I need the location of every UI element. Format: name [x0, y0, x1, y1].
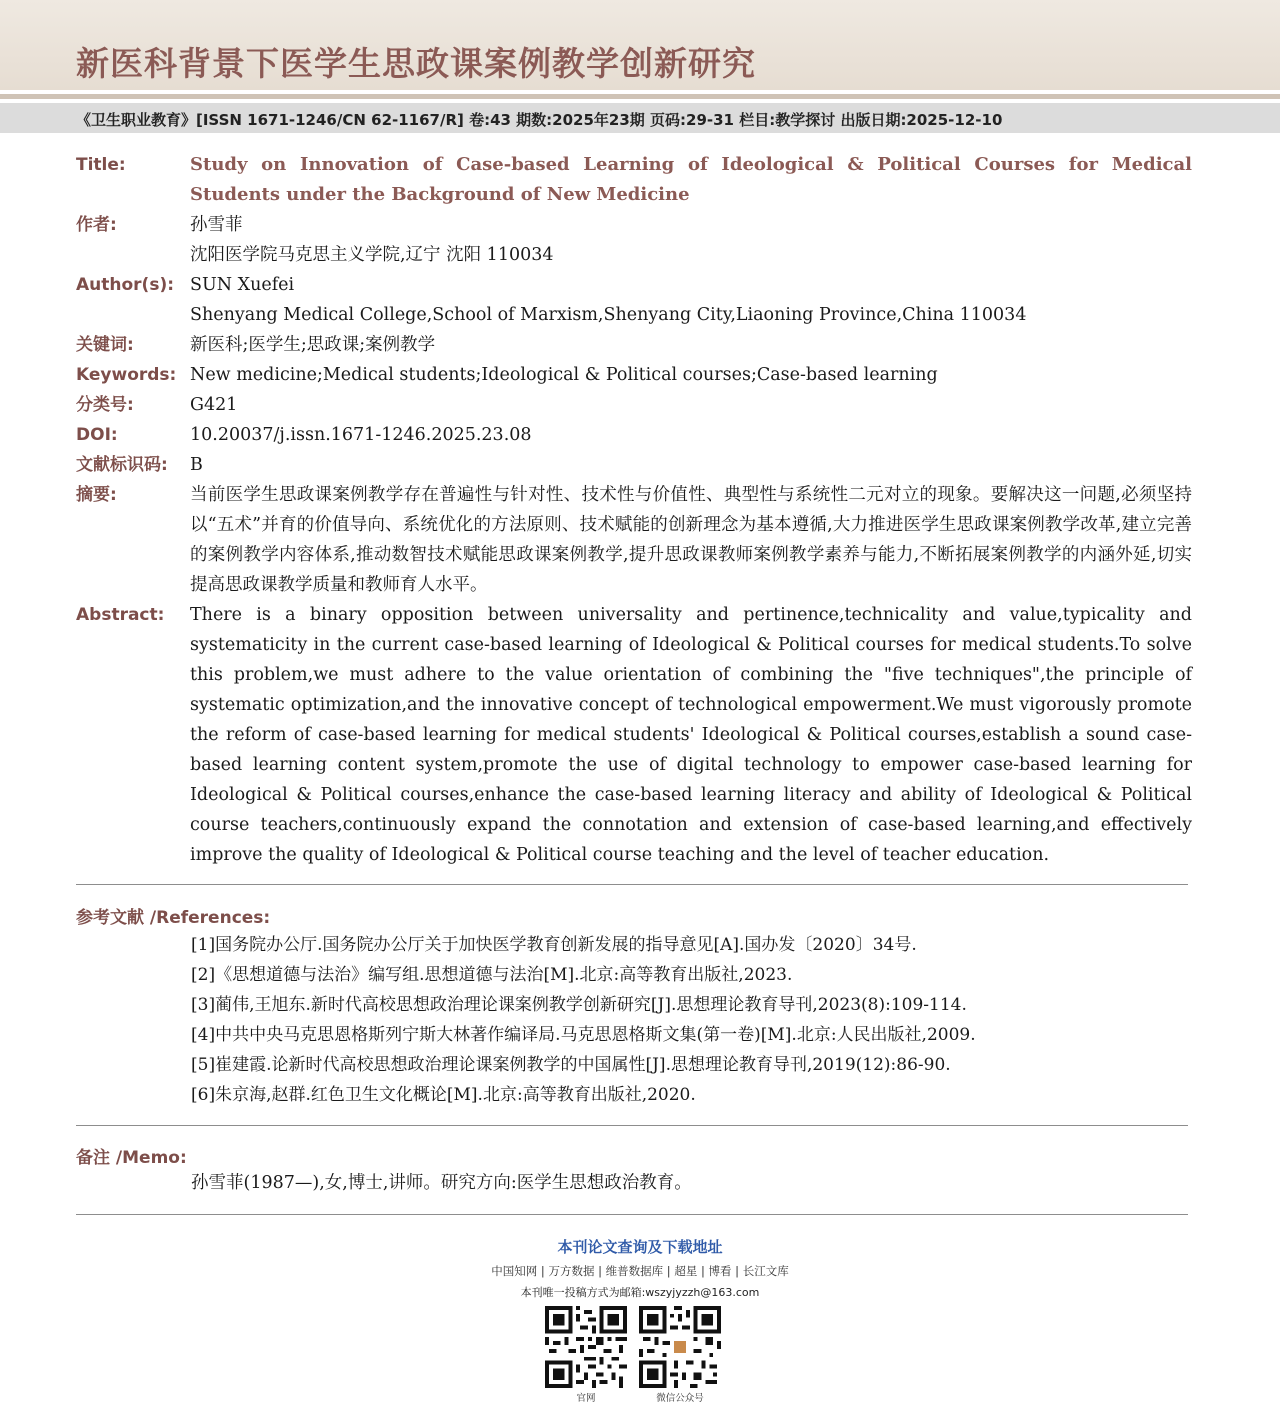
abstract-en-label: Abstract:	[76, 605, 165, 625]
abstract-cn-label: 摘要:	[76, 485, 117, 505]
classification-value: G421	[190, 395, 238, 415]
author-cn-affiliation: 沈阳医学院马克思主义学院,辽宁 沈阳 110034	[190, 245, 554, 265]
doi-value[interactable]: 10.20037/j.issn.1671-1246.2025.23.08	[190, 425, 532, 445]
abstract-en-text: There is a binary opposition between universality and pertinence,technicality and value,typicality and systematicity in the current case-based learning of Ideological & Political courses for medical students.To solve this problem,we must adhere to the value orientation of combining the "five techniques",the principle of systematic optimization,and the innovative concept of technological empowerment.We must vigorously promote the reform of case-based learning for medical students' Ideological & Political courses,establish a sound case-based learning content system,promote the use of digital technology to empower case-based learning for Ideological & Political courses,enhance the case-based learning literacy and ability of Ideological & Political course teachers,continuously expand the connotation and extension of case-based learning,and effectively improve the quality of Ideological & Political course teaching and the level of teacher education.	[190, 605, 1192, 865]
doi-row	[76, 420, 1192, 450]
reference-item: [5]崔建霞.论新时代高校思想政治理论课案例教学的中国属性[J].思想理论教育导刊,2019(12):86-90.	[191, 1055, 951, 1075]
divider-memo	[76, 1125, 1188, 1126]
keywords-en-label: Keywords:	[76, 365, 177, 385]
doc-code-value: B	[190, 455, 203, 475]
author-cn-label: 作者:	[76, 215, 117, 235]
reference-item: [3]蔺伟,王旭东.新时代高校思想政治理论课案例教学创新研究[J].思想理论教育导刊,2023(8):109-114.	[191, 995, 967, 1015]
qr-caption: 官网	[576, 1393, 596, 1404]
submission-email[interactable]: 本刊唯一投稿方式为邮箱:wszyjyzzh@163.com	[520, 1286, 760, 1299]
article-metadata	[76, 150, 1192, 870]
abstract-cn-text: 当前医学生思政课案例教学存在普遍性与针对性、技术性与价值性、典型性与系统性二元对立的现象。要解决这一问题,必须坚持以“五术”并育的价值导向、系统优化的方法原则、技术赋能的创新理念为基本遵循,大力推进医学生思政课案例教学改革,建立完善的案例教学内容体系,推动数智技术赋能思政课案例教学,提升思政课教师案例教学素养与能力,不断拓展案例教学的内涵外延,切实提高思政课教学质量和教师育人水平。	[190, 485, 1192, 595]
title-banner	[0, 0, 1280, 90]
author-cn-name: 孙雪菲	[190, 215, 243, 235]
memo-heading: 备注 /Memo:	[76, 1148, 187, 1168]
database-list[interactable]: 中国知网 | 万方数据 | 维普数据库 | 超星 | 博看 | 长江文库	[491, 1264, 789, 1278]
title-row	[76, 150, 1192, 210]
footer	[0, 1236, 1280, 1300]
footer-heading[interactable]: 本刊论文查询及下载地址	[557, 1238, 723, 1256]
author-cn-row	[76, 210, 1192, 270]
reference-item: [1]国务院办公厅.国务院办公厅关于加快医学教育创新发展的指导意见[A].国办发〔2020〕34号.	[191, 935, 917, 955]
reference-item: [6]朱京海,赵群.红色卫生文化概论[M].北京:高等教育出版社,2020.	[191, 1085, 696, 1105]
keywords-en-value: New medicine;Medical students;Ideological & Political courses;Case-based learning	[190, 365, 938, 385]
author-en-label: Author(s):	[76, 275, 175, 295]
divider-references	[76, 884, 1188, 885]
references-heading: 参考文献 /References:	[76, 908, 271, 928]
classification-row	[76, 390, 1192, 420]
keywords-en-row	[76, 360, 1192, 390]
abstract-en-row	[76, 600, 1192, 870]
qr-official-site[interactable]	[543, 1306, 629, 1404]
author-en-affiliation: Shenyang Medical College,School of Marxism,Shenyang City,Liaoning Province,China 110034	[190, 305, 1027, 325]
qr-caption: 微信公众号	[656, 1393, 704, 1404]
classification-label: 分类号:	[76, 395, 134, 415]
author-en-name: SUN Xuefei	[190, 275, 295, 295]
doc-code-row	[76, 450, 1192, 480]
keywords-cn-value: 新医科;医学生;思政课;案例教学	[190, 335, 436, 355]
qr-code-icon	[545, 1306, 627, 1388]
memo-text: 孙雪菲(1987—),女,博士,讲师。研究方向:医学生思想政治教育。	[191, 1173, 692, 1193]
reference-item: [4]中共中央马克思恩格斯列宁斯大林著作编译局.马克思恩格斯文集(第一卷)[M].北京:人民出版社,2009.	[191, 1025, 976, 1045]
page-title: 新医科背景下医学生思政课案例教学创新研究	[76, 44, 756, 83]
abstract-cn-row	[76, 480, 1192, 600]
reference-list	[191, 930, 1191, 1110]
author-en-row	[76, 270, 1192, 330]
journal-info-bar	[0, 103, 1280, 133]
english-title: Study on Innovation of Case-based Learning of Ideological & Political Courses for Medical Students under the Background of New Medicine	[190, 154, 1192, 205]
doi-label: DOI:	[76, 425, 118, 445]
qr-wechat[interactable]	[637, 1306, 723, 1404]
banner-rule	[0, 94, 1280, 99]
doc-code-label: 文献标识码:	[76, 455, 168, 475]
divider-footer	[76, 1214, 1188, 1215]
keywords-cn-row	[76, 330, 1192, 360]
journal-info-text: 《卫生职业教育》[ISSN 1671-1246/CN 62-1167/R] 卷:43 期数:2025年23期 页码:29-31 栏目:教学探讨 出版日期:2025-12-10	[76, 111, 1003, 129]
keywords-cn-label: 关键词:	[76, 335, 134, 355]
qr-code-icon	[639, 1306, 721, 1388]
reference-item: [2]《思想道德与法治》编写组.思想道德与法治[M].北京:高等教育出版社,2023.	[191, 965, 793, 985]
title-label: Title:	[76, 155, 126, 175]
